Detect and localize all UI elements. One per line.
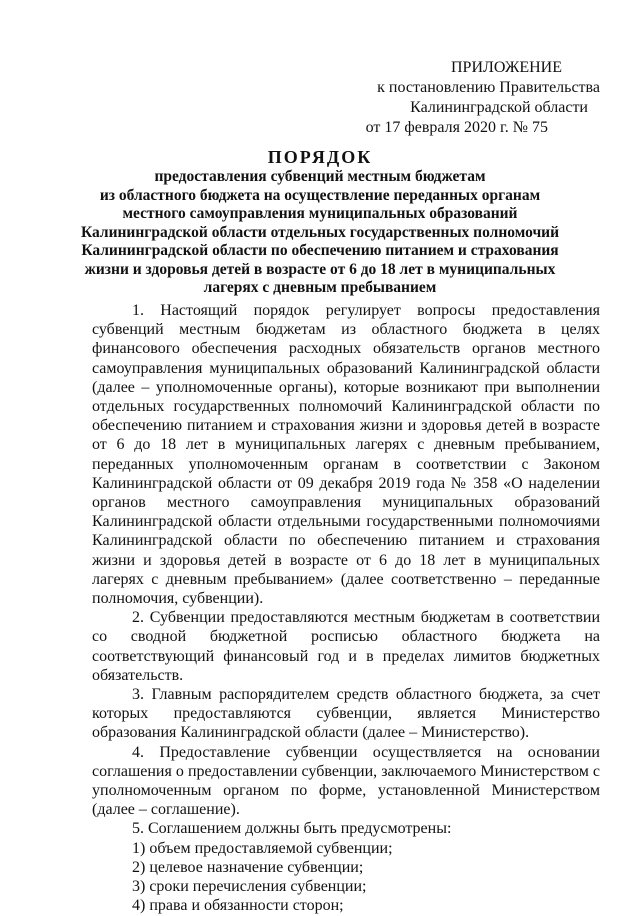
document-subtitle xyxy=(70,168,570,298)
subtitle-line: местного самоуправления муниципальных образований xyxy=(122,205,518,222)
appendix-reference-line: к постановлению Правительства xyxy=(377,79,600,96)
paragraph-2: 2. Субвенции предоставляются местным бюджетам в соответствии со сводной бюджетной росписью областного бюджета на соответствующий финансовый год и в пределах лимитов бюджетных обязательств. xyxy=(92,609,600,684)
subtitle-line: Калининградской области по обеспечению питанием и страхования xyxy=(81,242,559,259)
paragraph-4: 4. Предоставление субвенции осуществляется на основании соглашения о предоставлении субвенции, заключаемого Министерством с уполномоченным органом по форме, установленной Министерством (далее – соглашение). xyxy=(92,743,600,819)
subtitle-line: Калининградской области отдельных государственных полномочий xyxy=(80,223,560,241)
paragraph-1: 1. Настоящий порядок регулирует вопросы предоставления субвенций местным бюджетам из областного бюджета в целях финансового обеспечения расходных обязательств органов местного самоуправления муниципальных образований Калининградской области (далее – уполномоченные органы), которые возникают при выполнении отдельных государственных полномочий Калининградской области по обеспечению питанием и страхования жизни и здоровья детей в возрасте от 6 до 18 лет в муниципальных лагерях с дневным пребыванием, переданных уполномоченным органам в соответствии с Законом Калининградской области от 09 декабря 2019 года № 358 «О наделении органов местного самоуправления муниципальных образований Калининградской области отдельными государственными полномочиями Калининградской области по обеспечению питанием и страхования жизни и здоровья детей в возрасте от 6 до 18 лет в муниципальных лагерях с дневным пребыванием» (далее соответственно – переданные полномочия, субвенции). xyxy=(92,302,600,608)
document-body xyxy=(92,301,600,916)
list-item: 1) объем предоставляемой субвенции; xyxy=(132,839,393,857)
appendix-date-number-line: от 17 февраля 2020 г. № 75 xyxy=(365,119,548,136)
paragraph-5: 5. Соглашением должны быть предусмотрены: xyxy=(132,820,452,838)
subtitle-line: из областного бюджета на осуществление переданных органам xyxy=(99,186,541,204)
appendix-region-line: Калининградской области xyxy=(410,99,588,116)
subtitle-line: жизни и здоровья детей в возрасте от 6 до 18 лет в муниципальных xyxy=(84,260,556,278)
appendix-header xyxy=(340,58,600,138)
document-title: ПОРЯДОК xyxy=(267,147,373,167)
list-item: 4) права и обязанности сторон; xyxy=(132,897,344,915)
list-item: 2) целевое назначение субвенции; xyxy=(132,858,364,876)
paragraph-3: 3. Главным распорядителем средств областного бюджета, за счет которых предоставляются субвенции, является Министерство образования Калининградской области (далее – Министерство). xyxy=(92,686,600,742)
subtitle-line: предоставления субвенций местным бюджетам xyxy=(154,168,486,185)
subtitle-line: лагерях с дневным пребыванием xyxy=(203,279,437,296)
list-item: 3) сроки перечисления субвенции; xyxy=(132,878,367,896)
appendix-title: ПРИЛОЖЕНИЕ xyxy=(450,59,562,76)
